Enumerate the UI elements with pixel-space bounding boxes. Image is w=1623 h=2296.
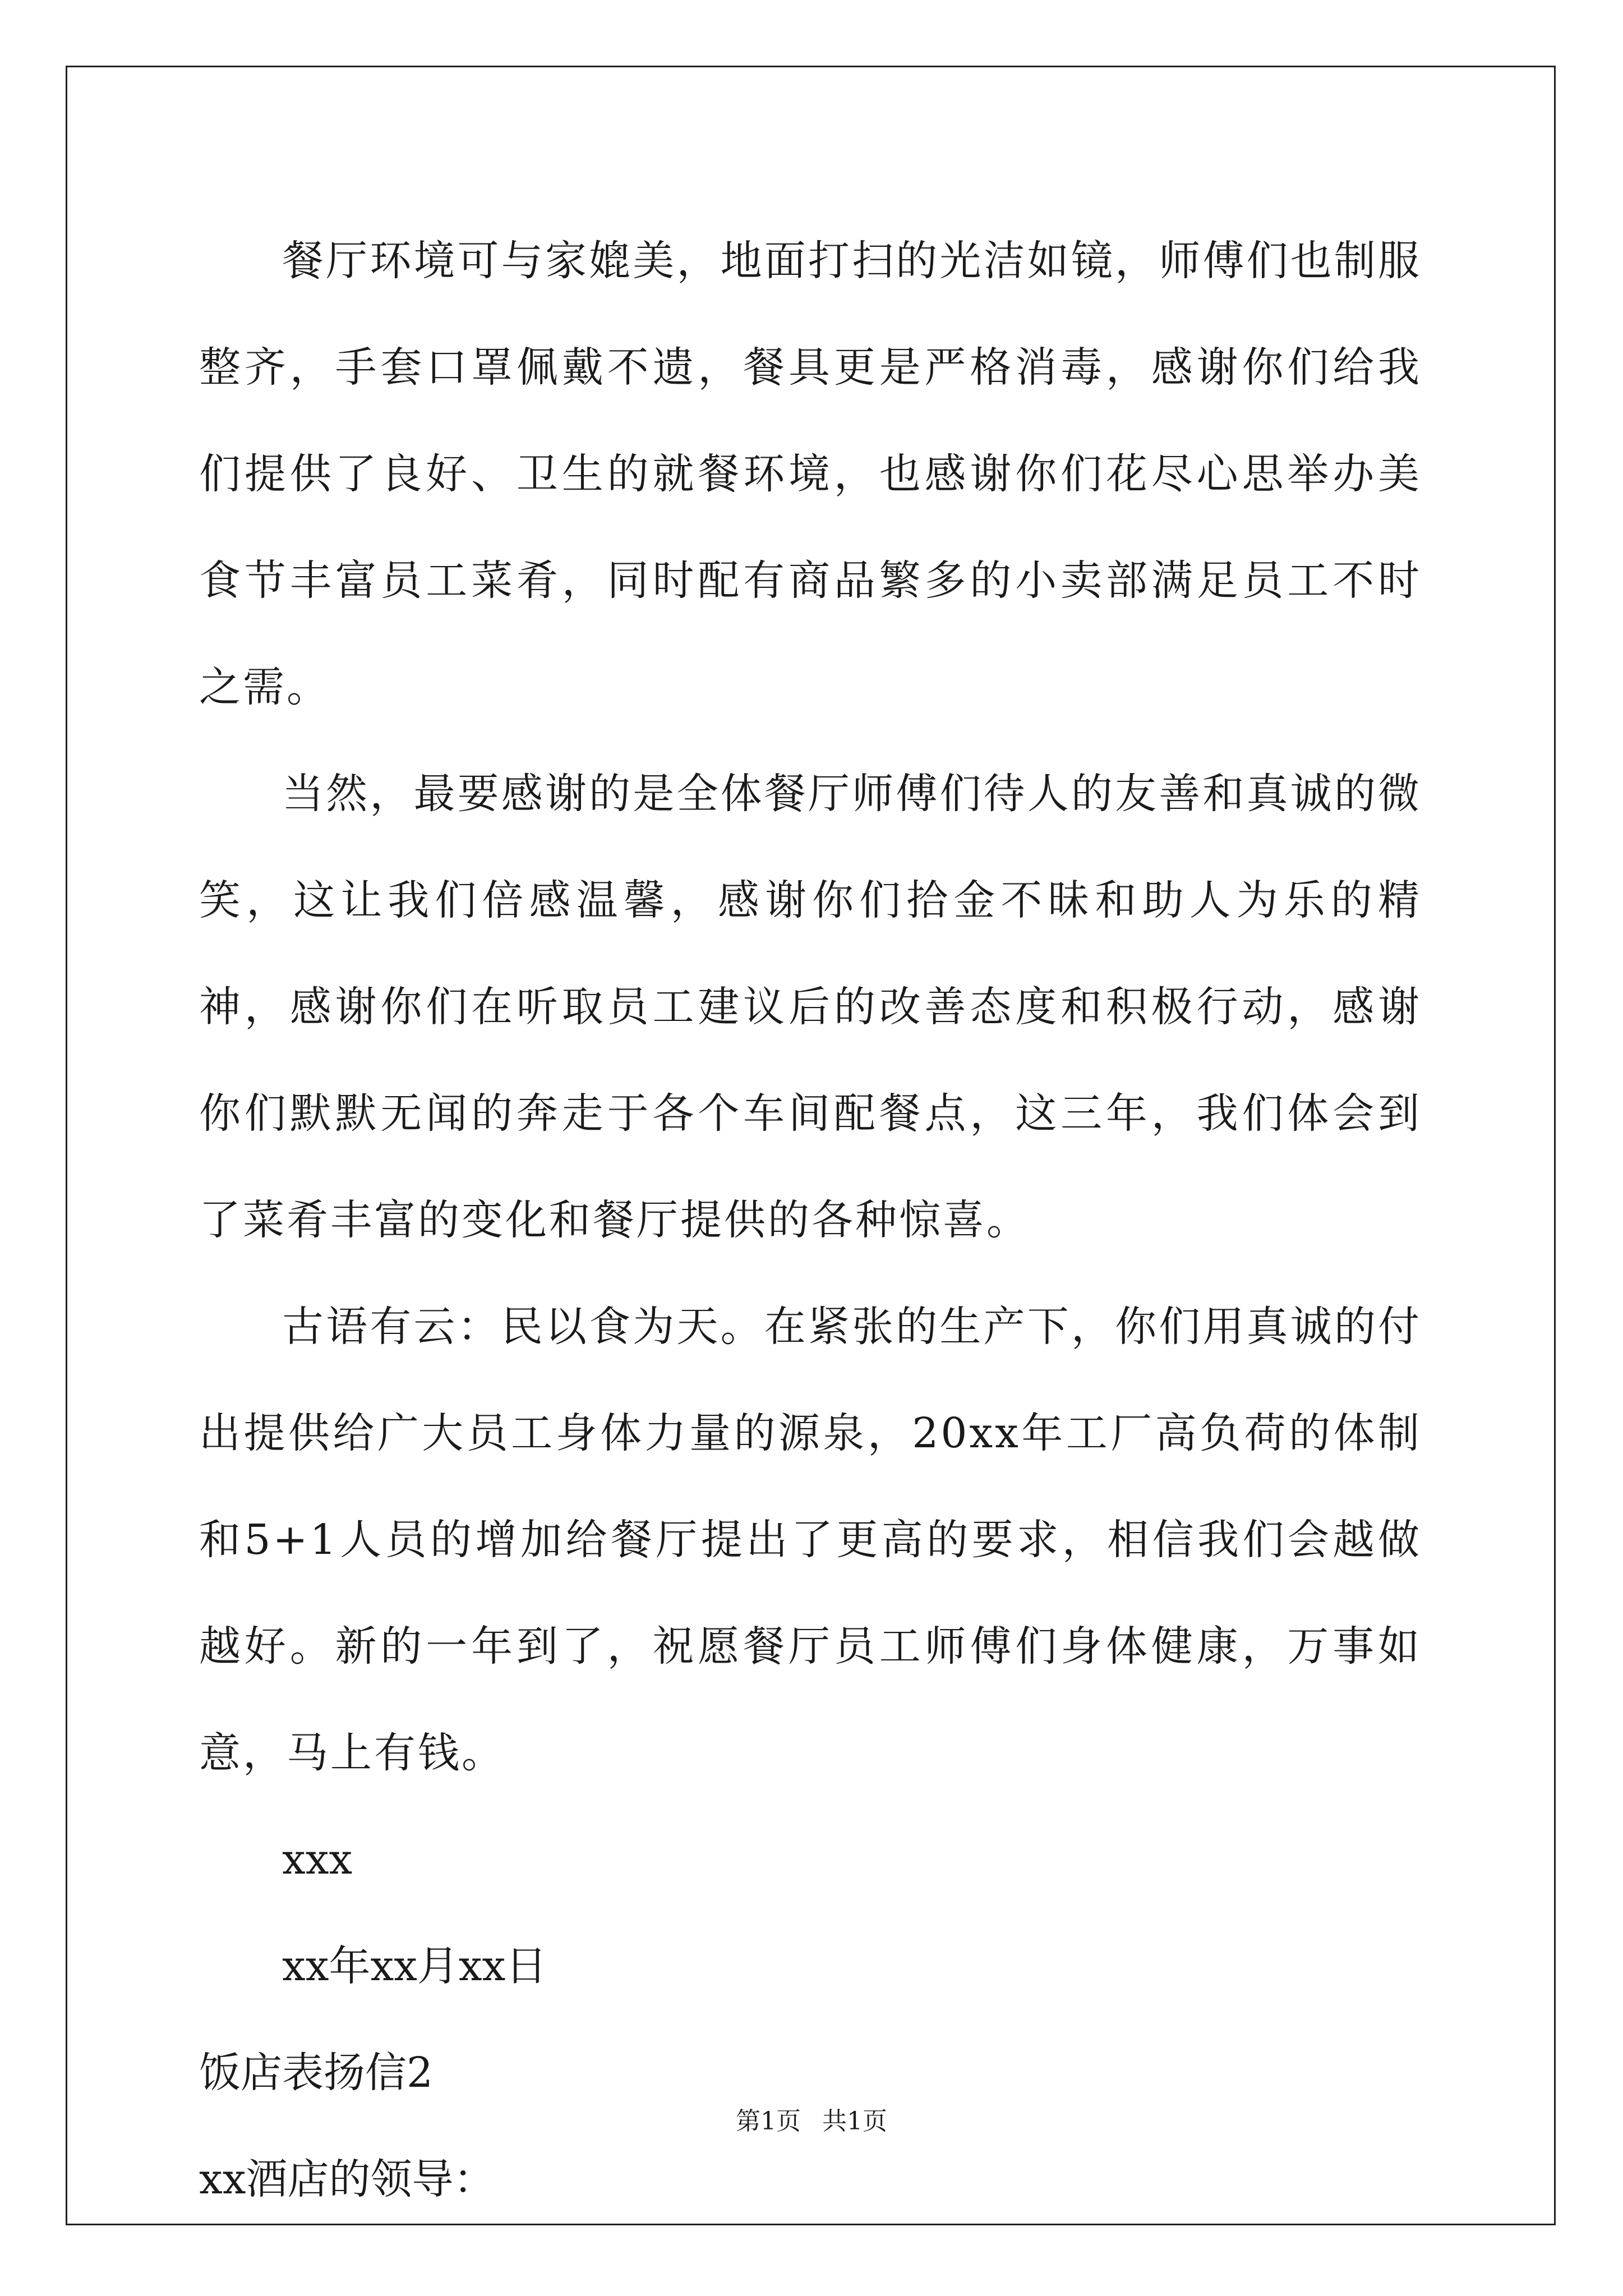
section-title: 饭店表扬信2: [199, 2049, 434, 2097]
document-body: [199, 208, 1422, 2233]
paragraph-1: 餐厅环境可与家媲美，地面打扫的光洁如镜，师傅们也制服整齐，手套口罩佩戴不遗，餐具更是严格消毒，感谢你们给我们提供了良好、卫生的就餐环境，也感谢你们花尽心思举办美食节丰富员工菜肴，同时配有商品繁多的小卖部满足员工不时之需。: [199, 237, 1422, 711]
signature: xxx: [282, 1835, 353, 1884]
salutation: xx酒店的领导：: [199, 2155, 495, 2203]
paragraph-3: 古语有云：民以食为天。在紧张的生产下，你们用真诚的付出提供给广大员工身体力量的源泉，20xx年工厂高负荷的体制和5+1人员的增加给餐厅提出了更高的要求，相信我们会越做越好。新的一年到了，祝愿餐厅员工师傅们身体健康，万事如意，马上有钱。: [199, 1303, 1422, 1777]
paragraph-2: 当然，最要感谢的是全体餐厅师傅们待人的友善和真诚的微笑，这让我们倍感温馨，感谢你们拾金不昧和助人为乐的精神，感谢你们在听取员工建议后的改善态度和积极行动，感谢你们默默无闻的奔走于各个车间配餐点，这三年，我们体会到了菜肴丰富的变化和餐厅提供的各种惊喜。: [199, 770, 1422, 1244]
date-line: xx年xx月xx日: [282, 1942, 547, 1990]
page-footer: 第1页 共1页: [736, 2107, 887, 2136]
